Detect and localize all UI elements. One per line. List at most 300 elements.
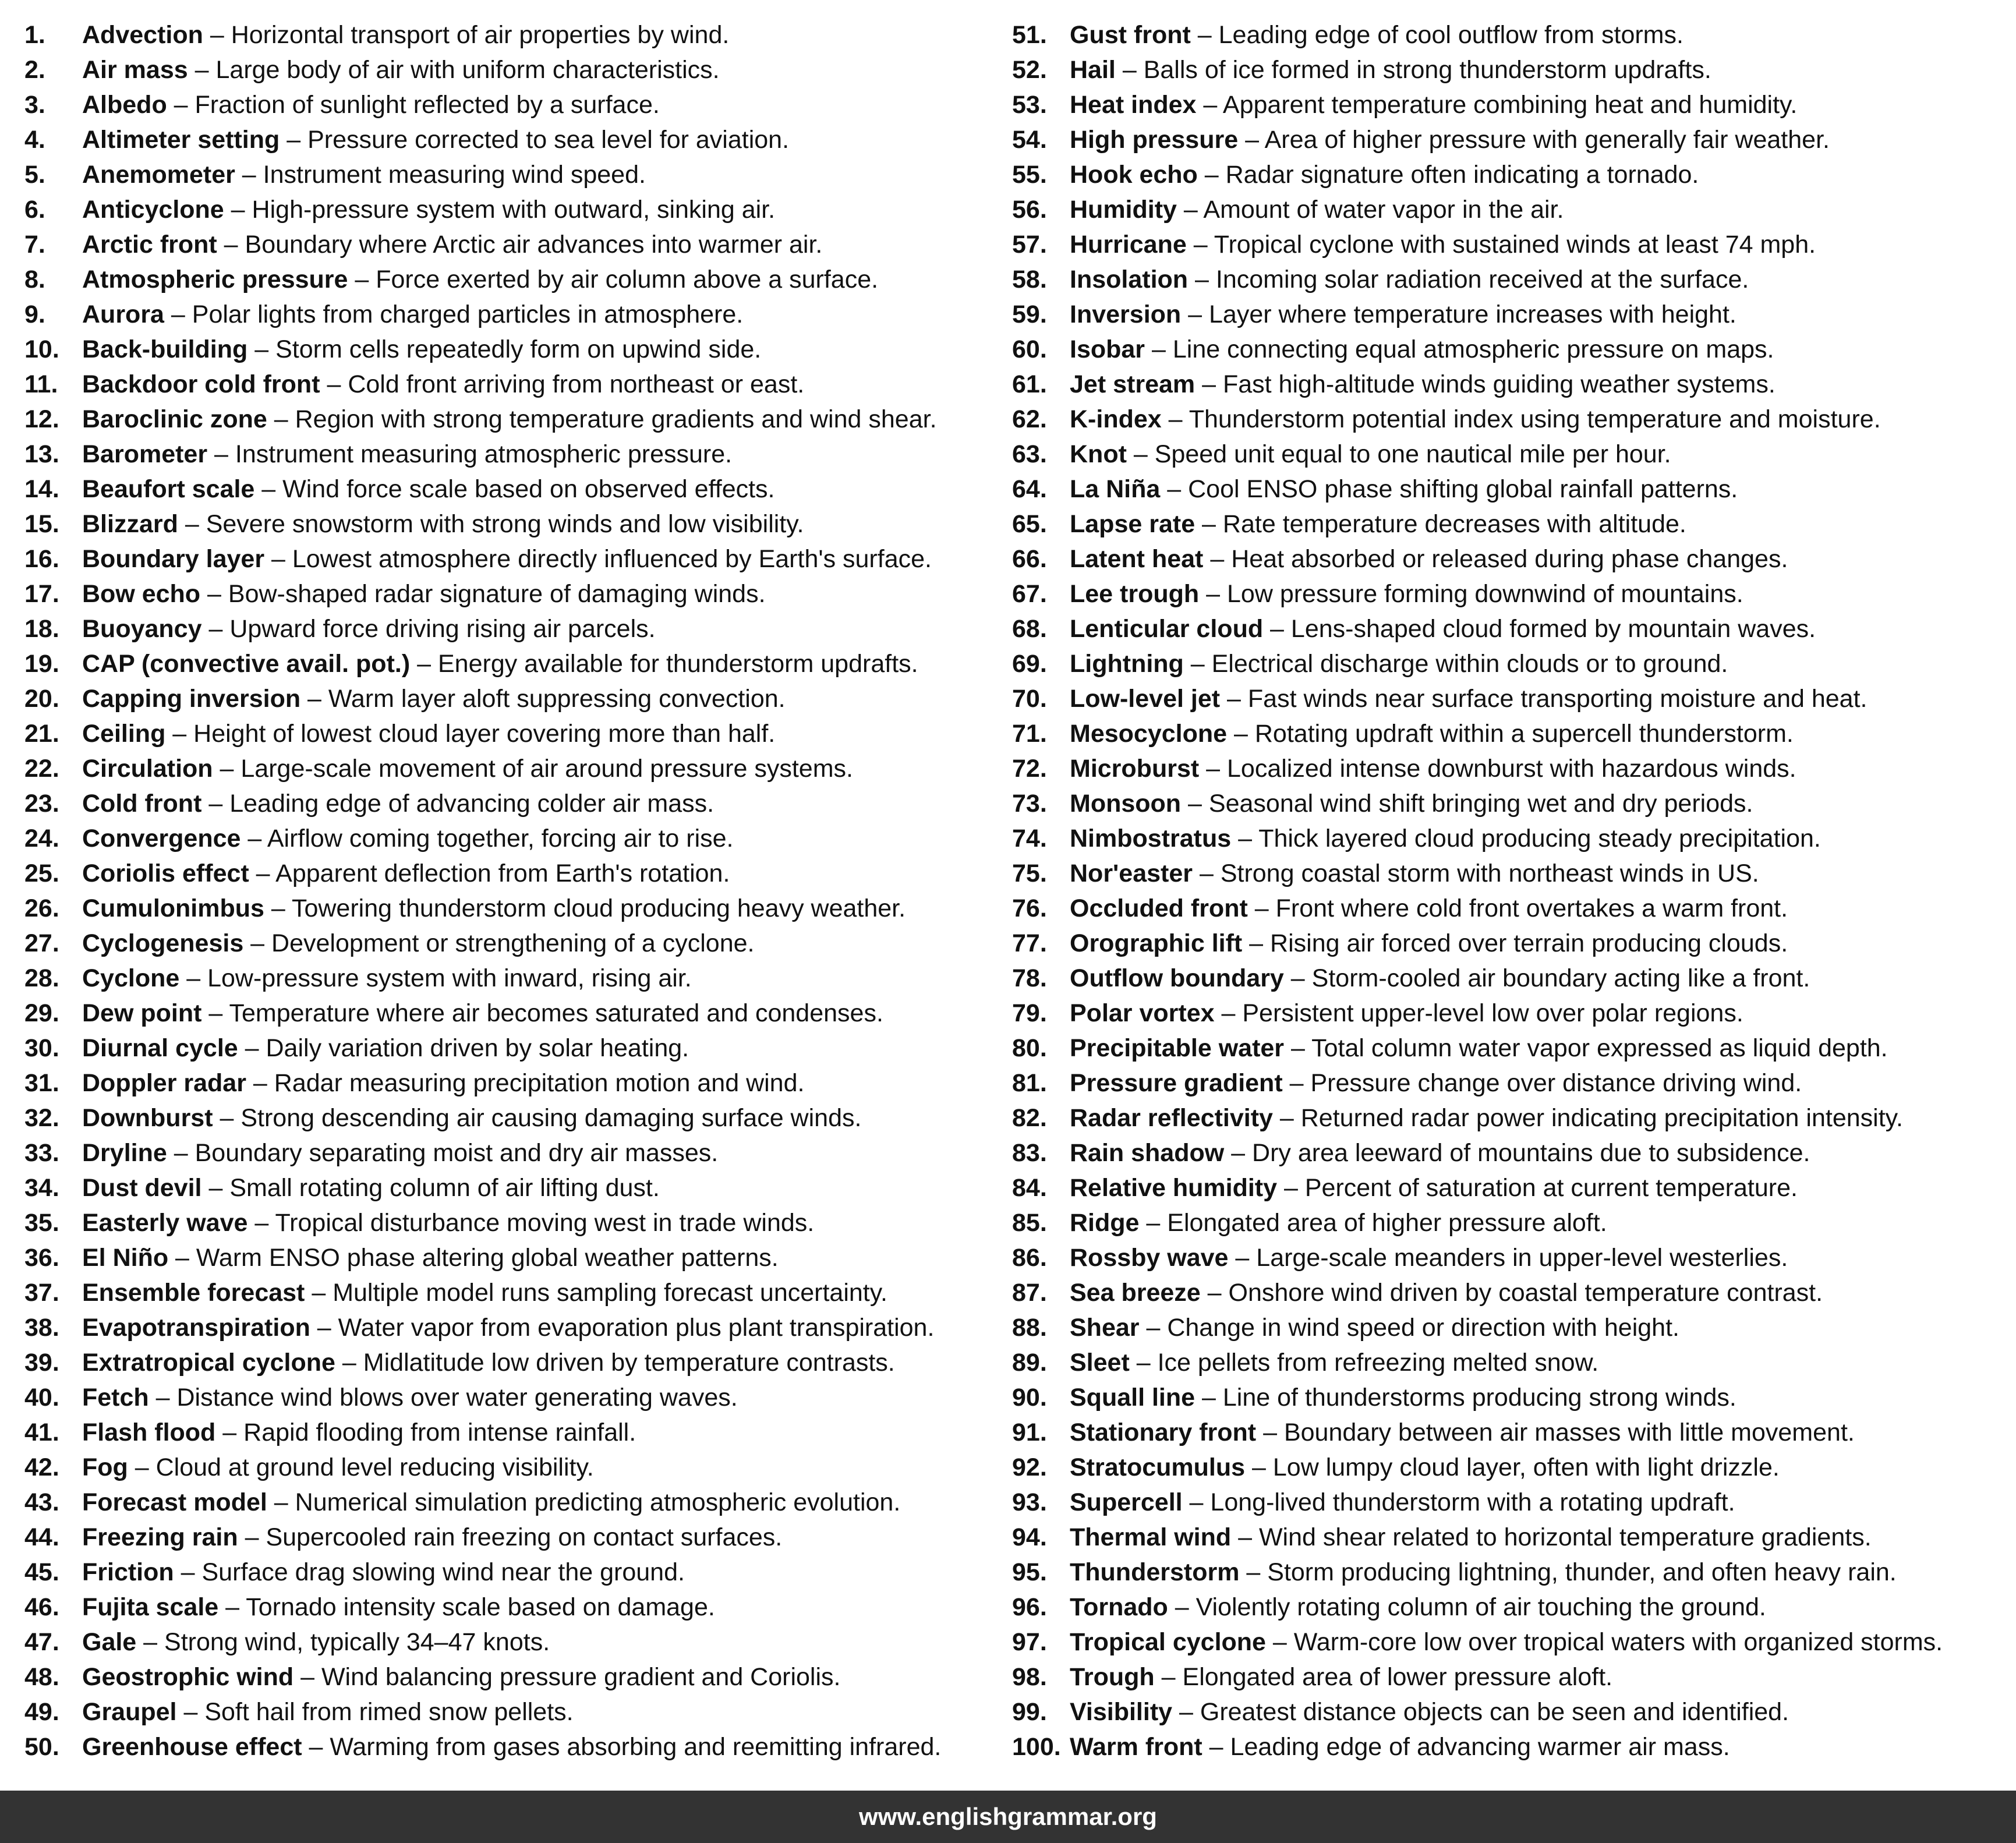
- entry-term: Cold front: [82, 790, 202, 818]
- entry-number: 25.: [24, 859, 59, 887]
- entry-number: 4.: [24, 126, 45, 154]
- entry-separator: –: [1190, 21, 1219, 49]
- entry-definition: Percent of saturation at current temperature.: [1304, 1174, 1798, 1202]
- entry-number: 15.: [24, 510, 59, 538]
- glossary-entry: [1012, 227, 2002, 262]
- entry-text: [82, 821, 734, 856]
- entry-term: Blizzard: [82, 510, 178, 538]
- entry-separator: –: [305, 1279, 333, 1307]
- entry-term: Low-level jet: [1070, 685, 1221, 713]
- entry-definition: Violently rotating column of air touching the ground.: [1196, 1593, 1766, 1621]
- entry-definition: Storm cells repeatedly form on upwind side.: [275, 335, 762, 363]
- entry-definition: Upward force driving rising air parcels.: [229, 615, 656, 643]
- glossary-entry: [24, 1520, 979, 1555]
- entry-number: 42.: [24, 1453, 59, 1481]
- glossary-entry: [1012, 926, 2002, 961]
- glossary-entry: [24, 262, 979, 297]
- entry-definition: Leading edge of advancing colder air mass.: [229, 790, 715, 818]
- entry-definition: Leading edge of advancing warmer air mass.: [1230, 1733, 1730, 1761]
- entry-text: [82, 87, 660, 122]
- entry-number: 34.: [24, 1174, 59, 1202]
- entry-text: [82, 1066, 804, 1101]
- glossary-entry: [1012, 786, 2002, 821]
- entry-definition: Strong coastal storm with northeast winds in US.: [1220, 859, 1759, 887]
- entry-term: Insolation: [1070, 266, 1189, 293]
- entry-separator: –: [320, 370, 348, 398]
- entry-definition: Balls of ice formed in strong thunderstorm updrafts.: [1143, 56, 1711, 84]
- entry-text: [82, 1310, 934, 1345]
- glossary-entry: [1012, 1625, 2002, 1660]
- entry-separator: –: [1247, 894, 1276, 922]
- entry-text: [82, 751, 853, 786]
- entry-separator: –: [1265, 1628, 1294, 1656]
- entry-term: Thunderstorm: [1070, 1558, 1240, 1586]
- entry-term: Gale: [82, 1628, 137, 1656]
- entry-definition: Rapid flooding from intense rainfall.: [243, 1418, 636, 1446]
- entry-term: Warm front: [1070, 1733, 1202, 1761]
- entry-definition: Development or strengthening of a cyclone.: [271, 929, 755, 957]
- entry-number: 31.: [24, 1069, 59, 1097]
- entry-term: Advection: [82, 21, 203, 49]
- glossary-entry: [24, 646, 979, 681]
- entry-term: Occluded front: [1070, 894, 1248, 922]
- entry-separator: –: [267, 405, 295, 433]
- entry-term: Greenhouse effect: [82, 1733, 302, 1761]
- entry-term: Diurnal cycle: [82, 1034, 238, 1062]
- entry-text: [1070, 1275, 1823, 1310]
- glossary-entry: [1012, 751, 2002, 786]
- glossary-entry: [1012, 1729, 2002, 1764]
- glossary-entry: [1012, 891, 2002, 926]
- entry-definition: Tornado intensity scale based on damage.: [246, 1593, 715, 1621]
- entry-text: [82, 1625, 550, 1660]
- glossary-entry: [24, 1555, 979, 1590]
- entry-text: [1070, 192, 1564, 227]
- glossary-entry: [1012, 681, 2002, 716]
- glossary-entry: [24, 1031, 979, 1066]
- glossary-entry: [24, 1240, 979, 1275]
- entry-separator: –: [243, 929, 272, 957]
- entry-term: Arctic front: [82, 231, 217, 259]
- entry-term: K-index: [1070, 405, 1162, 433]
- entry-term: Dust devil: [82, 1174, 202, 1202]
- entry-term: Capping inversion: [82, 685, 301, 713]
- entry-definition: Layer where temperature increases with height.: [1208, 300, 1736, 328]
- entry-number: 33.: [24, 1139, 59, 1167]
- entry-text: [82, 122, 789, 157]
- entry-definition: Greatest distance objects can be seen and identified.: [1200, 1698, 1789, 1726]
- glossary-entry: [1012, 1380, 2002, 1415]
- entry-separator: –: [1263, 615, 1291, 643]
- entry-number: 18.: [24, 615, 59, 643]
- entry-number: 48.: [24, 1663, 59, 1691]
- entry-term: Doppler radar: [82, 1069, 246, 1097]
- entry-separator: –: [1181, 300, 1209, 328]
- entry-separator: –: [348, 266, 376, 293]
- glossary-entry: [24, 1380, 979, 1415]
- entry-number: 53.: [1012, 91, 1047, 119]
- entry-separator: –: [302, 1733, 330, 1761]
- glossary-column-right: [1012, 17, 2002, 1764]
- entry-separator: –: [207, 440, 235, 468]
- entry-text: [1070, 157, 1699, 192]
- glossary-entry: [24, 542, 979, 576]
- entry-text: [82, 926, 754, 961]
- entry-number: 81.: [1012, 1069, 1047, 1097]
- entry-separator: –: [174, 1558, 202, 1586]
- entry-definition: Radar measuring precipitation motion and wind.: [274, 1069, 805, 1097]
- entry-number: 69.: [1012, 650, 1047, 678]
- entry-text: [1070, 17, 1683, 52]
- entry-separator: –: [176, 1698, 205, 1726]
- entry-number: 87.: [1012, 1279, 1047, 1307]
- entry-number: 50.: [24, 1733, 59, 1761]
- entry-number: 17.: [24, 580, 59, 608]
- entry-number: 70.: [1012, 685, 1047, 713]
- entry-separator: –: [178, 510, 206, 538]
- entry-definition: Leading edge of cool outflow from storms.: [1218, 21, 1683, 49]
- entry-text: [1070, 1590, 1766, 1625]
- entry-text: [1070, 1415, 1855, 1450]
- entry-separator: –: [1196, 91, 1223, 119]
- entry-text: [1070, 821, 1821, 856]
- glossary-entry: [1012, 1660, 2002, 1695]
- entry-definition: Soft hail from rimed snow pellets.: [204, 1698, 574, 1726]
- glossary-entry: [1012, 122, 2002, 157]
- entry-separator: –: [1168, 1593, 1196, 1621]
- glossary-entry: [1012, 611, 2002, 646]
- entry-term: Backdoor cold front: [82, 370, 320, 398]
- glossary-entry: [1012, 1485, 2002, 1520]
- entry-term: Cyclogenesis: [82, 929, 244, 957]
- entry-definition: Persistent upper-level low over polar regions.: [1242, 999, 1743, 1027]
- entry-separator: –: [238, 1034, 266, 1062]
- entry-number: 9.: [24, 300, 45, 328]
- entry-definition: Large-scale meanders in upper-level westerlies.: [1256, 1244, 1788, 1272]
- entry-separator: –: [310, 1314, 338, 1342]
- entry-text: [1070, 1695, 1789, 1729]
- entry-number: 96.: [1012, 1593, 1047, 1621]
- entry-definition: Storm-cooled air boundary acting like a front.: [1311, 964, 1810, 992]
- entry-definition: Pressure change over distance driving wind.: [1310, 1069, 1802, 1097]
- entry-term: Hook echo: [1070, 161, 1198, 189]
- entry-term: Precipitable water: [1070, 1034, 1285, 1062]
- entry-number: 61.: [1012, 370, 1047, 398]
- entry-text: [82, 716, 775, 751]
- entry-number: 60.: [1012, 335, 1047, 363]
- glossary-entry: [1012, 17, 2002, 52]
- entry-definition: High-pressure system with outward, sinking air.: [252, 196, 776, 224]
- entry-number: 74.: [1012, 825, 1047, 852]
- entry-number: 40.: [24, 1384, 59, 1412]
- entry-definition: Fast high-altitude winds guiding weather systems.: [1222, 370, 1776, 398]
- entry-definition: Rate temperature decreases with altitude.: [1222, 510, 1686, 538]
- entry-definition: Boundary between air masses with little movement.: [1283, 1418, 1855, 1446]
- glossary-entry: [24, 1275, 979, 1310]
- entry-term: Barometer: [82, 440, 208, 468]
- glossary-entry: [1012, 437, 2002, 472]
- glossary-entry: [24, 192, 979, 227]
- entry-number: 3.: [24, 91, 45, 119]
- entry-definition: Height of lowest cloud layer covering more than half.: [193, 720, 776, 748]
- entry-number: 2.: [24, 56, 45, 84]
- entry-definition: Wind force scale based on observed effects.: [282, 475, 775, 503]
- entry-number: 46.: [24, 1593, 59, 1621]
- glossary-entry: [24, 576, 979, 611]
- entry-term: Thermal wind: [1070, 1523, 1232, 1551]
- entry-number: 72.: [1012, 755, 1047, 783]
- entry-term: Rain shadow: [1070, 1139, 1225, 1167]
- entry-separator: –: [128, 1453, 156, 1481]
- entry-definition: Cool ENSO phase shifting global rainfall patterns.: [1188, 475, 1738, 503]
- entry-number: 65.: [1012, 510, 1047, 538]
- entry-number: 71.: [1012, 720, 1047, 748]
- glossary-entry: [1012, 1310, 2002, 1345]
- entry-separator: –: [1195, 510, 1223, 538]
- entry-separator: –: [1182, 1488, 1211, 1516]
- glossary-entry: [1012, 1066, 2002, 1101]
- entry-number: 45.: [24, 1558, 59, 1586]
- entry-text: [1070, 1555, 1897, 1590]
- glossary-entry: [1012, 87, 2002, 122]
- entry-definition: Front where cold front overtakes a warm front.: [1275, 894, 1788, 922]
- entry-separator: –: [1227, 720, 1255, 748]
- glossary-entry: [1012, 367, 2002, 402]
- entry-separator: –: [335, 1349, 363, 1377]
- entry-definition: Low lumpy cloud layer, often with light drizzle.: [1272, 1453, 1780, 1481]
- entry-term: Buoyancy: [82, 615, 202, 643]
- entry-number: 63.: [1012, 440, 1047, 468]
- entry-separator: –: [136, 1628, 165, 1656]
- entry-separator: –: [148, 1384, 177, 1412]
- entry-number: 22.: [24, 755, 59, 783]
- entry-definition: Airflow coming together, forcing air to rise.: [267, 825, 734, 852]
- entry-term: Latent heat: [1070, 545, 1204, 573]
- entry-definition: Temperature where air becomes saturated and condenses.: [229, 999, 883, 1027]
- glossary-entry: [1012, 297, 2002, 332]
- glossary-entry: [1012, 1345, 2002, 1380]
- entry-separator: –: [1238, 126, 1265, 154]
- entry-definition: Low-pressure system with inward, rising air.: [207, 964, 692, 992]
- entry-term: Fujita scale: [82, 1593, 219, 1621]
- entry-definition: Force exerted by air column above a surface.: [376, 266, 879, 293]
- entry-term: Bow echo: [82, 580, 201, 608]
- entry-separator: –: [201, 615, 230, 643]
- entry-text: [82, 437, 732, 472]
- entry-number: 43.: [24, 1488, 59, 1516]
- entry-term: Coriolis effect: [82, 859, 249, 887]
- glossary-entry: [24, 1590, 979, 1625]
- glossary-entry: [24, 821, 979, 856]
- entry-definition: Surface drag slowing wind near the ground.: [201, 1558, 685, 1586]
- entry-separator: –: [1145, 335, 1173, 363]
- entry-number: 76.: [1012, 894, 1047, 922]
- entry-number: 67.: [1012, 580, 1047, 608]
- entry-separator: –: [1161, 405, 1189, 433]
- entry-separator: –: [218, 1593, 246, 1621]
- entry-definition: Tropical disturbance moving west in trade winds.: [275, 1209, 815, 1237]
- entry-number: 20.: [24, 685, 59, 713]
- entry-text: [1070, 297, 1736, 332]
- entry-definition: Pressure corrected to sea level for aviation.: [307, 126, 790, 154]
- entry-separator: –: [1154, 1663, 1183, 1691]
- entry-definition: Dry area leeward of mountains due to subsidence.: [1252, 1139, 1810, 1167]
- entry-term: Circulation: [82, 755, 213, 783]
- entry-term: Relative humidity: [1070, 1174, 1278, 1202]
- entry-text: [1070, 437, 1671, 472]
- entry-number: 52.: [1012, 56, 1047, 84]
- entry-definition: Tropical cyclone with sustained winds at least 74 mph.: [1214, 231, 1816, 259]
- entry-term: Lenticular cloud: [1070, 615, 1264, 643]
- entry-text: [1070, 996, 1743, 1031]
- glossary-entry: [24, 17, 979, 52]
- entry-separator: –: [247, 1209, 275, 1237]
- entry-number: 57.: [1012, 231, 1047, 259]
- entry-text: [1070, 681, 1868, 716]
- entry-term: Anticyclone: [82, 196, 224, 224]
- entry-term: Nor'easter: [1070, 859, 1193, 887]
- entry-text: [82, 1555, 685, 1590]
- entry-text: [1070, 1135, 1810, 1170]
- entry-term: Tornado: [1070, 1593, 1168, 1621]
- entry-term: Hurricane: [1070, 231, 1187, 259]
- entry-text: [82, 996, 883, 1031]
- entry-term: Visibility: [1070, 1698, 1173, 1726]
- entry-term: Rossby wave: [1070, 1244, 1229, 1272]
- entry-separator: –: [300, 685, 328, 713]
- entry-definition: Supercooled rain freezing on contact surfaces.: [266, 1523, 783, 1551]
- glossary-entry: [1012, 192, 2002, 227]
- entry-definition: Thunderstorm potential index using temperature and moisture.: [1189, 405, 1881, 433]
- entry-text: [82, 1729, 941, 1764]
- entry-definition: Warm-core low over tropical waters with organized storms.: [1293, 1628, 1943, 1656]
- entry-definition: Bow-shaped radar signature of damaging winds.: [228, 580, 766, 608]
- entry-text: [1070, 646, 1728, 681]
- entry-separator: –: [224, 196, 252, 224]
- entry-term: Lightning: [1070, 650, 1184, 678]
- entry-text: [82, 611, 656, 646]
- entry-definition: Severe snowstorm with strong winds and low visibility.: [206, 510, 804, 538]
- entry-definition: Strong wind, typically 34–47 knots.: [164, 1628, 550, 1656]
- entry-separator: –: [1231, 825, 1259, 852]
- entry-number: 29.: [24, 999, 59, 1027]
- entry-text: [82, 402, 937, 437]
- entry-term: Flash flood: [82, 1418, 216, 1446]
- entry-definition: Region with strong temperature gradients and wind shear.: [295, 405, 937, 433]
- entry-text: [1070, 611, 1816, 646]
- entry-separator: –: [1277, 1174, 1305, 1202]
- entry-separator: –: [213, 1104, 241, 1132]
- entry-number: 36.: [24, 1244, 59, 1272]
- entry-term: Jet stream: [1070, 370, 1196, 398]
- glossary-entry: [24, 891, 979, 926]
- entry-text: [1070, 542, 1788, 576]
- entry-separator: –: [1284, 1034, 1312, 1062]
- entry-term: Forecast model: [82, 1488, 267, 1516]
- entry-number: 62.: [1012, 405, 1047, 433]
- entry-number: 66.: [1012, 545, 1047, 573]
- entry-separator: –: [164, 300, 192, 328]
- entry-separator: –: [1214, 999, 1243, 1027]
- entry-definition: Amount of water vapor in the air.: [1203, 196, 1564, 224]
- entry-separator: –: [1202, 1733, 1230, 1761]
- entry-definition: Instrument measuring atmospheric pressure.: [235, 440, 733, 468]
- entry-term: Microburst: [1070, 755, 1200, 783]
- entry-number: 11.: [24, 370, 58, 398]
- glossary-entry: [1012, 961, 2002, 996]
- entry-number: 16.: [24, 545, 59, 573]
- glossary-entry: [1012, 1170, 2002, 1205]
- entry-text: [1070, 1660, 1612, 1695]
- entry-term: Easterly wave: [82, 1209, 248, 1237]
- entry-term: Geostrophic wind: [82, 1663, 294, 1691]
- entry-text: [1070, 1101, 1903, 1135]
- glossary-entry: [1012, 542, 2002, 576]
- footer-url[interactable]: www.englishgrammar.org: [859, 1803, 1157, 1830]
- entry-separator: –: [1183, 650, 1212, 678]
- glossary-entry: [24, 227, 979, 262]
- glossary-entry: [24, 1101, 979, 1135]
- entry-term: Downburst: [82, 1104, 213, 1132]
- entry-text: [82, 961, 692, 996]
- glossary-entry: [24, 1729, 979, 1764]
- entry-term: Convergence: [82, 825, 241, 852]
- entry-number: 56.: [1012, 196, 1047, 224]
- entry-definition: Area of higher pressure with generally fair weather.: [1264, 126, 1830, 154]
- entry-text: [1070, 1240, 1788, 1275]
- entry-number: 21.: [24, 720, 59, 748]
- entry-number: 82.: [1012, 1104, 1047, 1132]
- entry-number: 68.: [1012, 615, 1047, 643]
- glossary-entry: [1012, 1415, 2002, 1450]
- entry-separator: –: [167, 91, 195, 119]
- entry-separator: –: [264, 894, 292, 922]
- entry-text: [82, 17, 729, 52]
- entry-text: [82, 646, 918, 681]
- entry-definition: Rising air forced over terrain producing clouds.: [1270, 929, 1788, 957]
- glossary-entry: [24, 786, 979, 821]
- entry-number: 38.: [24, 1314, 59, 1342]
- entry-text: [1070, 1520, 1872, 1555]
- entry-term: Lee trough: [1070, 580, 1200, 608]
- entry-number: 89.: [1012, 1349, 1047, 1377]
- entry-term: Fog: [82, 1453, 128, 1481]
- entry-text: [82, 1170, 660, 1205]
- entry-separator: –: [238, 1523, 266, 1551]
- entry-number: 83.: [1012, 1139, 1047, 1167]
- entry-text: [1070, 1205, 1607, 1240]
- entry-number: 95.: [1012, 1558, 1047, 1586]
- entry-separator: –: [1239, 1558, 1268, 1586]
- entry-separator: –: [1181, 790, 1209, 818]
- entry-number: 1.: [24, 21, 45, 49]
- entry-text: [82, 157, 646, 192]
- entry-definition: Towering thunderstorm cloud producing heavy weather.: [291, 894, 906, 922]
- glossary-entry: [1012, 821, 2002, 856]
- entry-text: [1070, 1031, 1888, 1066]
- entry-term: Altimeter setting: [82, 126, 280, 154]
- entry-text: [1070, 1450, 1780, 1485]
- entry-text: [1070, 1345, 1598, 1380]
- entry-separator: –: [247, 335, 276, 363]
- glossary-entry: [24, 1205, 979, 1240]
- entry-text: [1070, 332, 1774, 367]
- entry-term: Beaufort scale: [82, 475, 255, 503]
- entry-number: 47.: [24, 1628, 59, 1656]
- entry-number: 51.: [1012, 21, 1047, 49]
- entry-term: Supercell: [1070, 1488, 1183, 1516]
- entry-term: Nimbostratus: [1070, 825, 1232, 852]
